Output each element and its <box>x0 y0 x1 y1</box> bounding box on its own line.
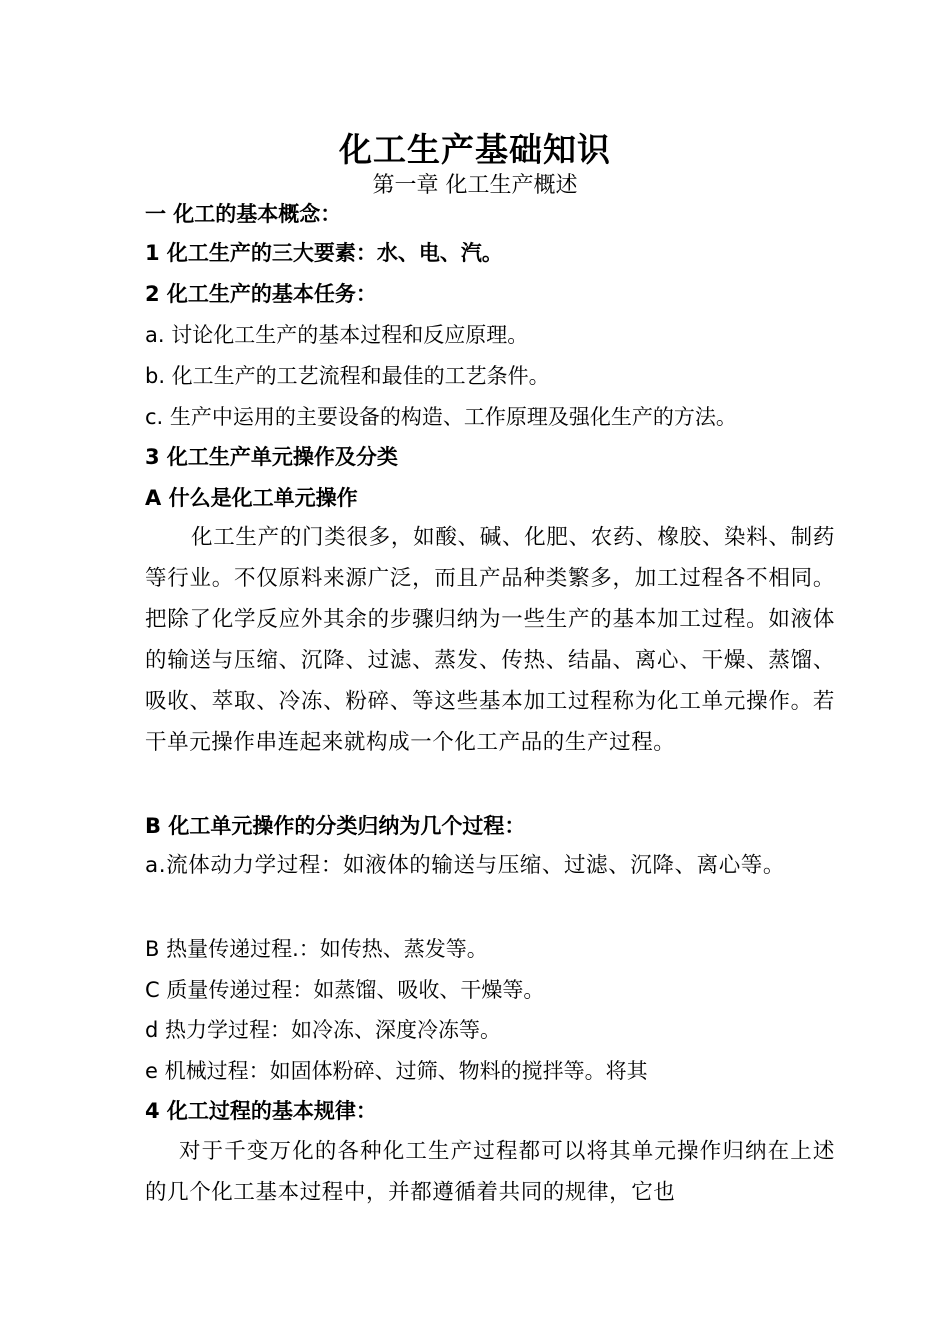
chapter-title: 第一章 化工生产概述 <box>372 173 578 198</box>
basic-laws-paragraph: 对于千变万化的各种化工生产过程都可以将其单元操作归纳在上述的几个化工基本过程中，并都遵循着共同的规律，它也 <box>145 1139 835 1205</box>
process-item-fluid-dynamics: a.流体动力学过程：如液体的输送与压缩、过滤、沉降、离心等。 <box>145 853 786 878</box>
item-basic-tasks-heading: 2 化工生产的基本任务： <box>145 282 377 306</box>
subsection-b-heading: B 化工单元操作的分类归纳为几个过程： <box>145 814 526 838</box>
subsection-a-heading: A 什么是化工单元操作 <box>145 486 358 510</box>
process-item: C 质量传递过程：如蒸馏、吸收、干燥等。 <box>145 978 545 1002</box>
process-item: d 热力学过程：如冷冻、深度冷冻等。 <box>145 1018 502 1042</box>
section-heading: 一 化工的基本概念： <box>145 202 342 226</box>
item-unit-operations-heading: 3 化工生产单元操作及分类 <box>145 445 398 469</box>
task-item: b. 化工生产的工艺流程和最佳的工艺条件。 <box>145 364 550 388</box>
process-item: B 热量传递过程.：如传热、蒸发等。 <box>145 937 488 961</box>
item-basic-laws-heading: 4 化工过程的基本规律： <box>145 1099 377 1123</box>
subsection-a-paragraph: 化工生产的门类很多，如酸、碱、化肥、农药、橡胶、染料、制药等行业。不仅原料来源广泛，而且产品种类繁多，加工过程各不相同。把除了化学反应外其余的步骤归纳为一些生产的基本加工过程。如液体的输送与压缩、沉降、过滤、蒸发、传热、结晶、离心、干燥、蒸馏、吸收、萃取、冷冻、粉碎、等这些基本加工过程称为化工单元操作。若干单元操作串连起来就构成一个化工产品的生产过程。 <box>145 525 835 755</box>
document-title: 化工生产基础知识 <box>339 130 611 169</box>
process-item: e 机械过程：如固体粉碎、过筛、物料的搅拌等。将其 <box>145 1059 648 1083</box>
task-item: c. 生产中运用的主要设备的构造、工作原理及强化生产的方法。 <box>145 405 737 429</box>
task-item: a. 讨论化工生产的基本过程和反应原理。 <box>145 323 529 347</box>
item-three-elements: 1 化工生产的三大要素：水、电、汽。 <box>145 241 503 265</box>
